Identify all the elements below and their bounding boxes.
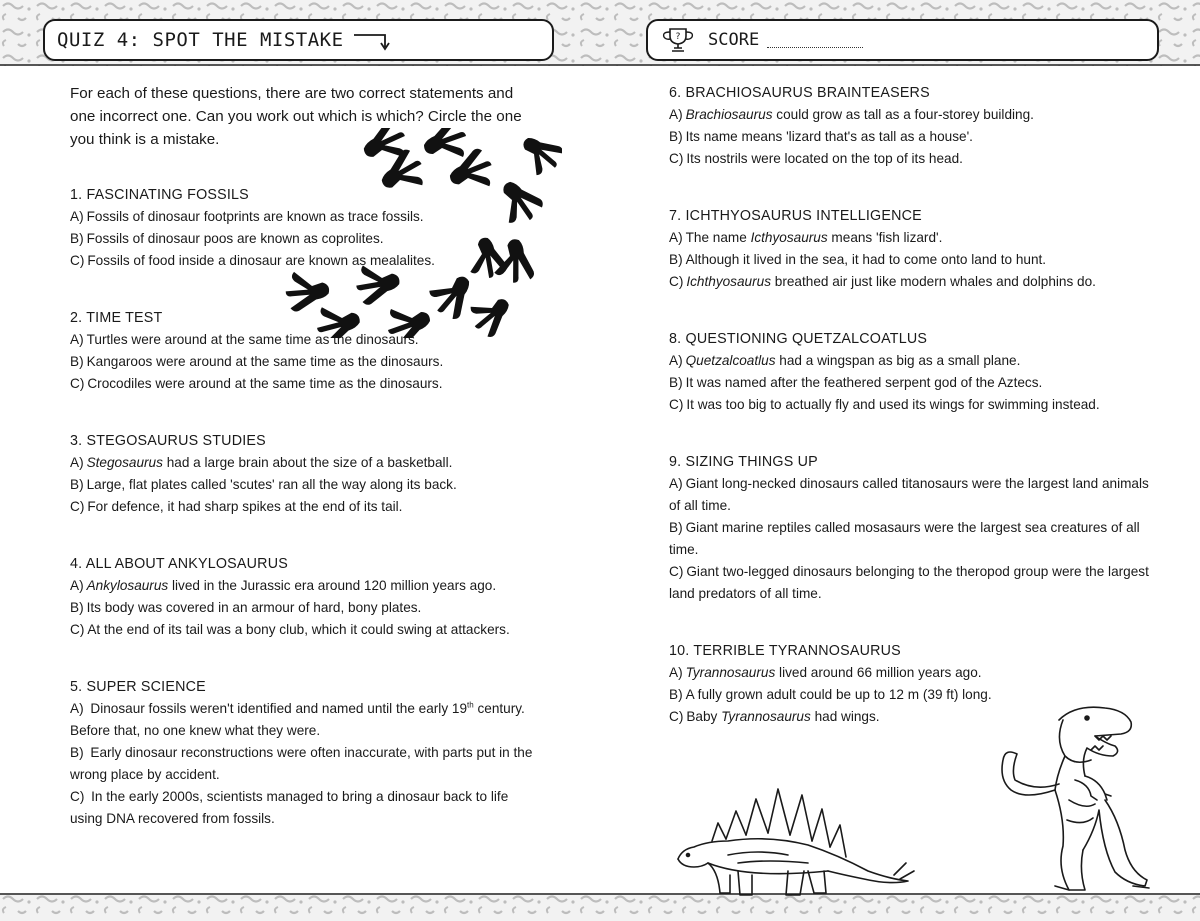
option-letter: B) bbox=[70, 477, 84, 492]
question-block bbox=[669, 451, 1149, 605]
ordinal-suffix: th bbox=[467, 700, 474, 710]
stegosaurus-icon bbox=[668, 775, 918, 900]
option-text: A fully grown adult could be up to 12 m (39 ft) long. bbox=[685, 687, 992, 702]
option-italic-name: Tyrannosaurus bbox=[685, 665, 776, 680]
question-title: 9. SIZING THINGS UP bbox=[669, 454, 818, 470]
option-c[interactable] bbox=[70, 373, 540, 395]
option-a[interactable] bbox=[669, 227, 1149, 249]
option-letter: A) bbox=[669, 665, 683, 680]
option-text: Fossils of dinosaur footprints are known as trace fossils. bbox=[86, 209, 424, 224]
arrow-down-right-icon bbox=[352, 29, 392, 51]
option-text: Kangaroos were around at the same time as the dinosaurs. bbox=[86, 354, 444, 369]
option-letter: C) bbox=[70, 789, 85, 804]
option-b[interactable] bbox=[70, 597, 540, 619]
option-a[interactable] bbox=[669, 473, 1149, 517]
tyrannosaurus-icon bbox=[995, 700, 1165, 900]
quiz-title-box bbox=[43, 19, 554, 61]
option-letter: A) bbox=[70, 332, 84, 347]
question-title: 10. TERRIBLE TYRANNOSAURUS bbox=[669, 643, 901, 659]
option-letter: B) bbox=[70, 745, 84, 760]
option-text: In the early 2000s, scientists managed to bring a dinosaur back to life using DNA recovered from fossils. bbox=[70, 789, 509, 826]
option-italic-name: Ankylosaurus bbox=[86, 578, 169, 593]
option-c[interactable] bbox=[669, 394, 1149, 416]
option-a[interactable] bbox=[669, 350, 1149, 372]
option-text: Its body was covered in an armour of hard, bony plates. bbox=[86, 600, 422, 615]
option-c[interactable] bbox=[70, 496, 540, 518]
option-a[interactable] bbox=[70, 452, 540, 474]
question-title: 2. TIME TEST bbox=[70, 310, 163, 326]
option-text: could grow as tall as a four-storey building. bbox=[772, 107, 1034, 122]
score-answer-line[interactable] bbox=[767, 33, 863, 48]
question-block bbox=[70, 430, 540, 518]
option-letter: A) bbox=[669, 353, 683, 368]
option-letter: C) bbox=[70, 499, 85, 514]
option-c[interactable] bbox=[669, 561, 1149, 605]
right-question-list bbox=[669, 82, 1149, 728]
option-letter: A) bbox=[669, 476, 683, 491]
option-b[interactable] bbox=[669, 517, 1149, 561]
option-c[interactable] bbox=[70, 786, 540, 830]
option-text: It was too big to actually fly and used its wings for swimming instead. bbox=[686, 397, 1100, 412]
option-a[interactable] bbox=[669, 104, 1149, 126]
option-letter: B) bbox=[669, 375, 683, 390]
option-letter: A) bbox=[70, 209, 84, 224]
question-title: 4. ALL ABOUT ANKYLOSAURUS bbox=[70, 556, 288, 572]
option-b[interactable] bbox=[70, 742, 540, 786]
question-block bbox=[70, 553, 540, 641]
option-italic-name: Stegosaurus bbox=[86, 455, 163, 470]
option-b[interactable] bbox=[669, 249, 1149, 271]
option-italic-name: Quetzalcoatlus bbox=[685, 353, 776, 368]
option-letter: B) bbox=[70, 600, 84, 615]
option-text: Giant two-legged dinosaurs belonging to the theropod group were the largest land predators of all time. bbox=[669, 564, 1149, 601]
option-text: It was named after the feathered serpent god of the Aztecs. bbox=[685, 375, 1043, 390]
option-text: Dinosaur fossils weren't identified and named until the early 19 bbox=[90, 701, 468, 716]
option-letter: C) bbox=[70, 376, 85, 391]
option-text: lived around 66 million years ago. bbox=[775, 665, 982, 680]
option-text: At the end of its tail was a bony club, which it could swing at attackers. bbox=[87, 622, 510, 637]
option-letter: B) bbox=[70, 354, 84, 369]
score-box bbox=[646, 19, 1159, 61]
svg-text:?: ? bbox=[675, 32, 681, 42]
question-title: 5. SUPER SCIENCE bbox=[70, 679, 206, 695]
question-block bbox=[669, 328, 1149, 416]
option-letter: A) bbox=[669, 230, 683, 245]
question-title: 3. STEGOSAURUS STUDIES bbox=[70, 433, 266, 449]
option-text: Fossils of dinosaur poos are known as coprolites. bbox=[86, 231, 384, 246]
option-a[interactable] bbox=[70, 575, 540, 597]
option-letter: B) bbox=[669, 129, 683, 144]
trophy-icon bbox=[658, 26, 698, 54]
option-italic-name: Icthyosaurus bbox=[750, 230, 828, 245]
option-b[interactable] bbox=[669, 126, 1149, 148]
question-block bbox=[669, 205, 1149, 293]
option-a[interactable] bbox=[70, 698, 540, 742]
option-text: For defence, it had sharp spikes at the end of its tail. bbox=[87, 499, 403, 514]
option-text: Early dinosaur reconstructions were often inaccurate, with parts put in the wrong place by accident. bbox=[70, 745, 533, 782]
question-title: 8. QUESTIONING QUETZALCOATLUS bbox=[669, 331, 928, 347]
option-text: Giant long-necked dinosaurs called titanosaurs were the largest land animals of all time. bbox=[669, 476, 1149, 513]
option-letter: C) bbox=[669, 151, 684, 166]
option-text-pre: The name bbox=[685, 230, 751, 245]
option-text: had wings. bbox=[810, 709, 880, 724]
option-letter: C) bbox=[669, 274, 684, 289]
quiz-title: QUIZ 4: SPOT THE MISTAKE bbox=[57, 29, 344, 51]
option-text: had a wingspan as big as a small plane. bbox=[775, 353, 1021, 368]
option-text: Its nostrils were located on the top of its head. bbox=[686, 151, 963, 166]
option-text: breathed air just like modern whales and dolphins do. bbox=[771, 274, 1096, 289]
option-italic-name: Ichthyosaurus bbox=[686, 274, 771, 289]
option-letter: A) bbox=[70, 455, 84, 470]
option-letter: C) bbox=[669, 397, 684, 412]
instructions-text: For each of these questions, there are two correct statements and one incorrect one. Can you work out which is which? Circle the one you think is a mistake. bbox=[70, 85, 522, 148]
option-text: Crocodiles were around at the same time as the dinosaurs. bbox=[87, 376, 443, 391]
option-letter: C) bbox=[70, 622, 85, 637]
option-text: Fossils of food inside a dinosaur are known as mealalites. bbox=[87, 253, 435, 268]
option-letter: A) bbox=[70, 701, 84, 716]
option-letter: B) bbox=[70, 231, 84, 246]
option-text: Giant marine reptiles called mosasaurs were the largest sea creatures of all time. bbox=[669, 520, 1140, 557]
option-italic-name: Tyrannosaurus bbox=[721, 709, 811, 724]
option-letter: B) bbox=[669, 520, 683, 535]
option-b[interactable] bbox=[70, 351, 540, 373]
option-text: lived in the Jurassic era around 120 million years ago. bbox=[168, 578, 497, 593]
question-block bbox=[669, 82, 1149, 170]
option-letter: B) bbox=[669, 687, 683, 702]
option-a[interactable] bbox=[669, 662, 1149, 684]
option-italic-name: Brachiosaurus bbox=[685, 107, 773, 122]
option-text-pre: Baby bbox=[686, 709, 722, 724]
option-letter: C) bbox=[70, 253, 85, 268]
option-letter: C) bbox=[669, 564, 684, 579]
question-5 bbox=[70, 676, 540, 830]
right-column bbox=[669, 82, 1149, 763]
option-letter: A) bbox=[669, 107, 683, 122]
option-letter: B) bbox=[669, 252, 683, 267]
option-text-continued: century. Before that, no one knew what they were. bbox=[70, 701, 525, 738]
option-text: means 'fish lizard'. bbox=[827, 230, 943, 245]
option-c[interactable] bbox=[70, 619, 540, 641]
option-text: had a large brain about the size of a basketball. bbox=[162, 455, 453, 470]
question-title: 7. ICHTHYOSAURUS INTELLIGENCE bbox=[669, 208, 922, 224]
question-title: 1. FASCINATING FOSSILS bbox=[70, 187, 249, 203]
option-text: Turtles were around at the same time as the dinosaurs. bbox=[86, 332, 419, 347]
option-c[interactable] bbox=[669, 271, 1149, 293]
option-b[interactable] bbox=[70, 474, 540, 496]
option-letter: C) bbox=[669, 709, 684, 724]
option-letter: A) bbox=[70, 578, 84, 593]
option-b[interactable] bbox=[669, 372, 1149, 394]
option-text: Its name means 'lizard that's as tall as a house'. bbox=[685, 129, 973, 144]
option-c[interactable] bbox=[669, 148, 1149, 170]
score-label: SCORE bbox=[708, 30, 760, 50]
question-title: 6. BRACHIOSAURUS BRAINTEASERS bbox=[669, 85, 930, 101]
dinosaur-footprints-icon bbox=[272, 128, 562, 338]
option-text: Although it lived in the sea, it had to come onto land to hunt. bbox=[685, 252, 1047, 267]
option-text: Large, flat plates called 'scutes' ran all the way along its back. bbox=[86, 477, 457, 492]
